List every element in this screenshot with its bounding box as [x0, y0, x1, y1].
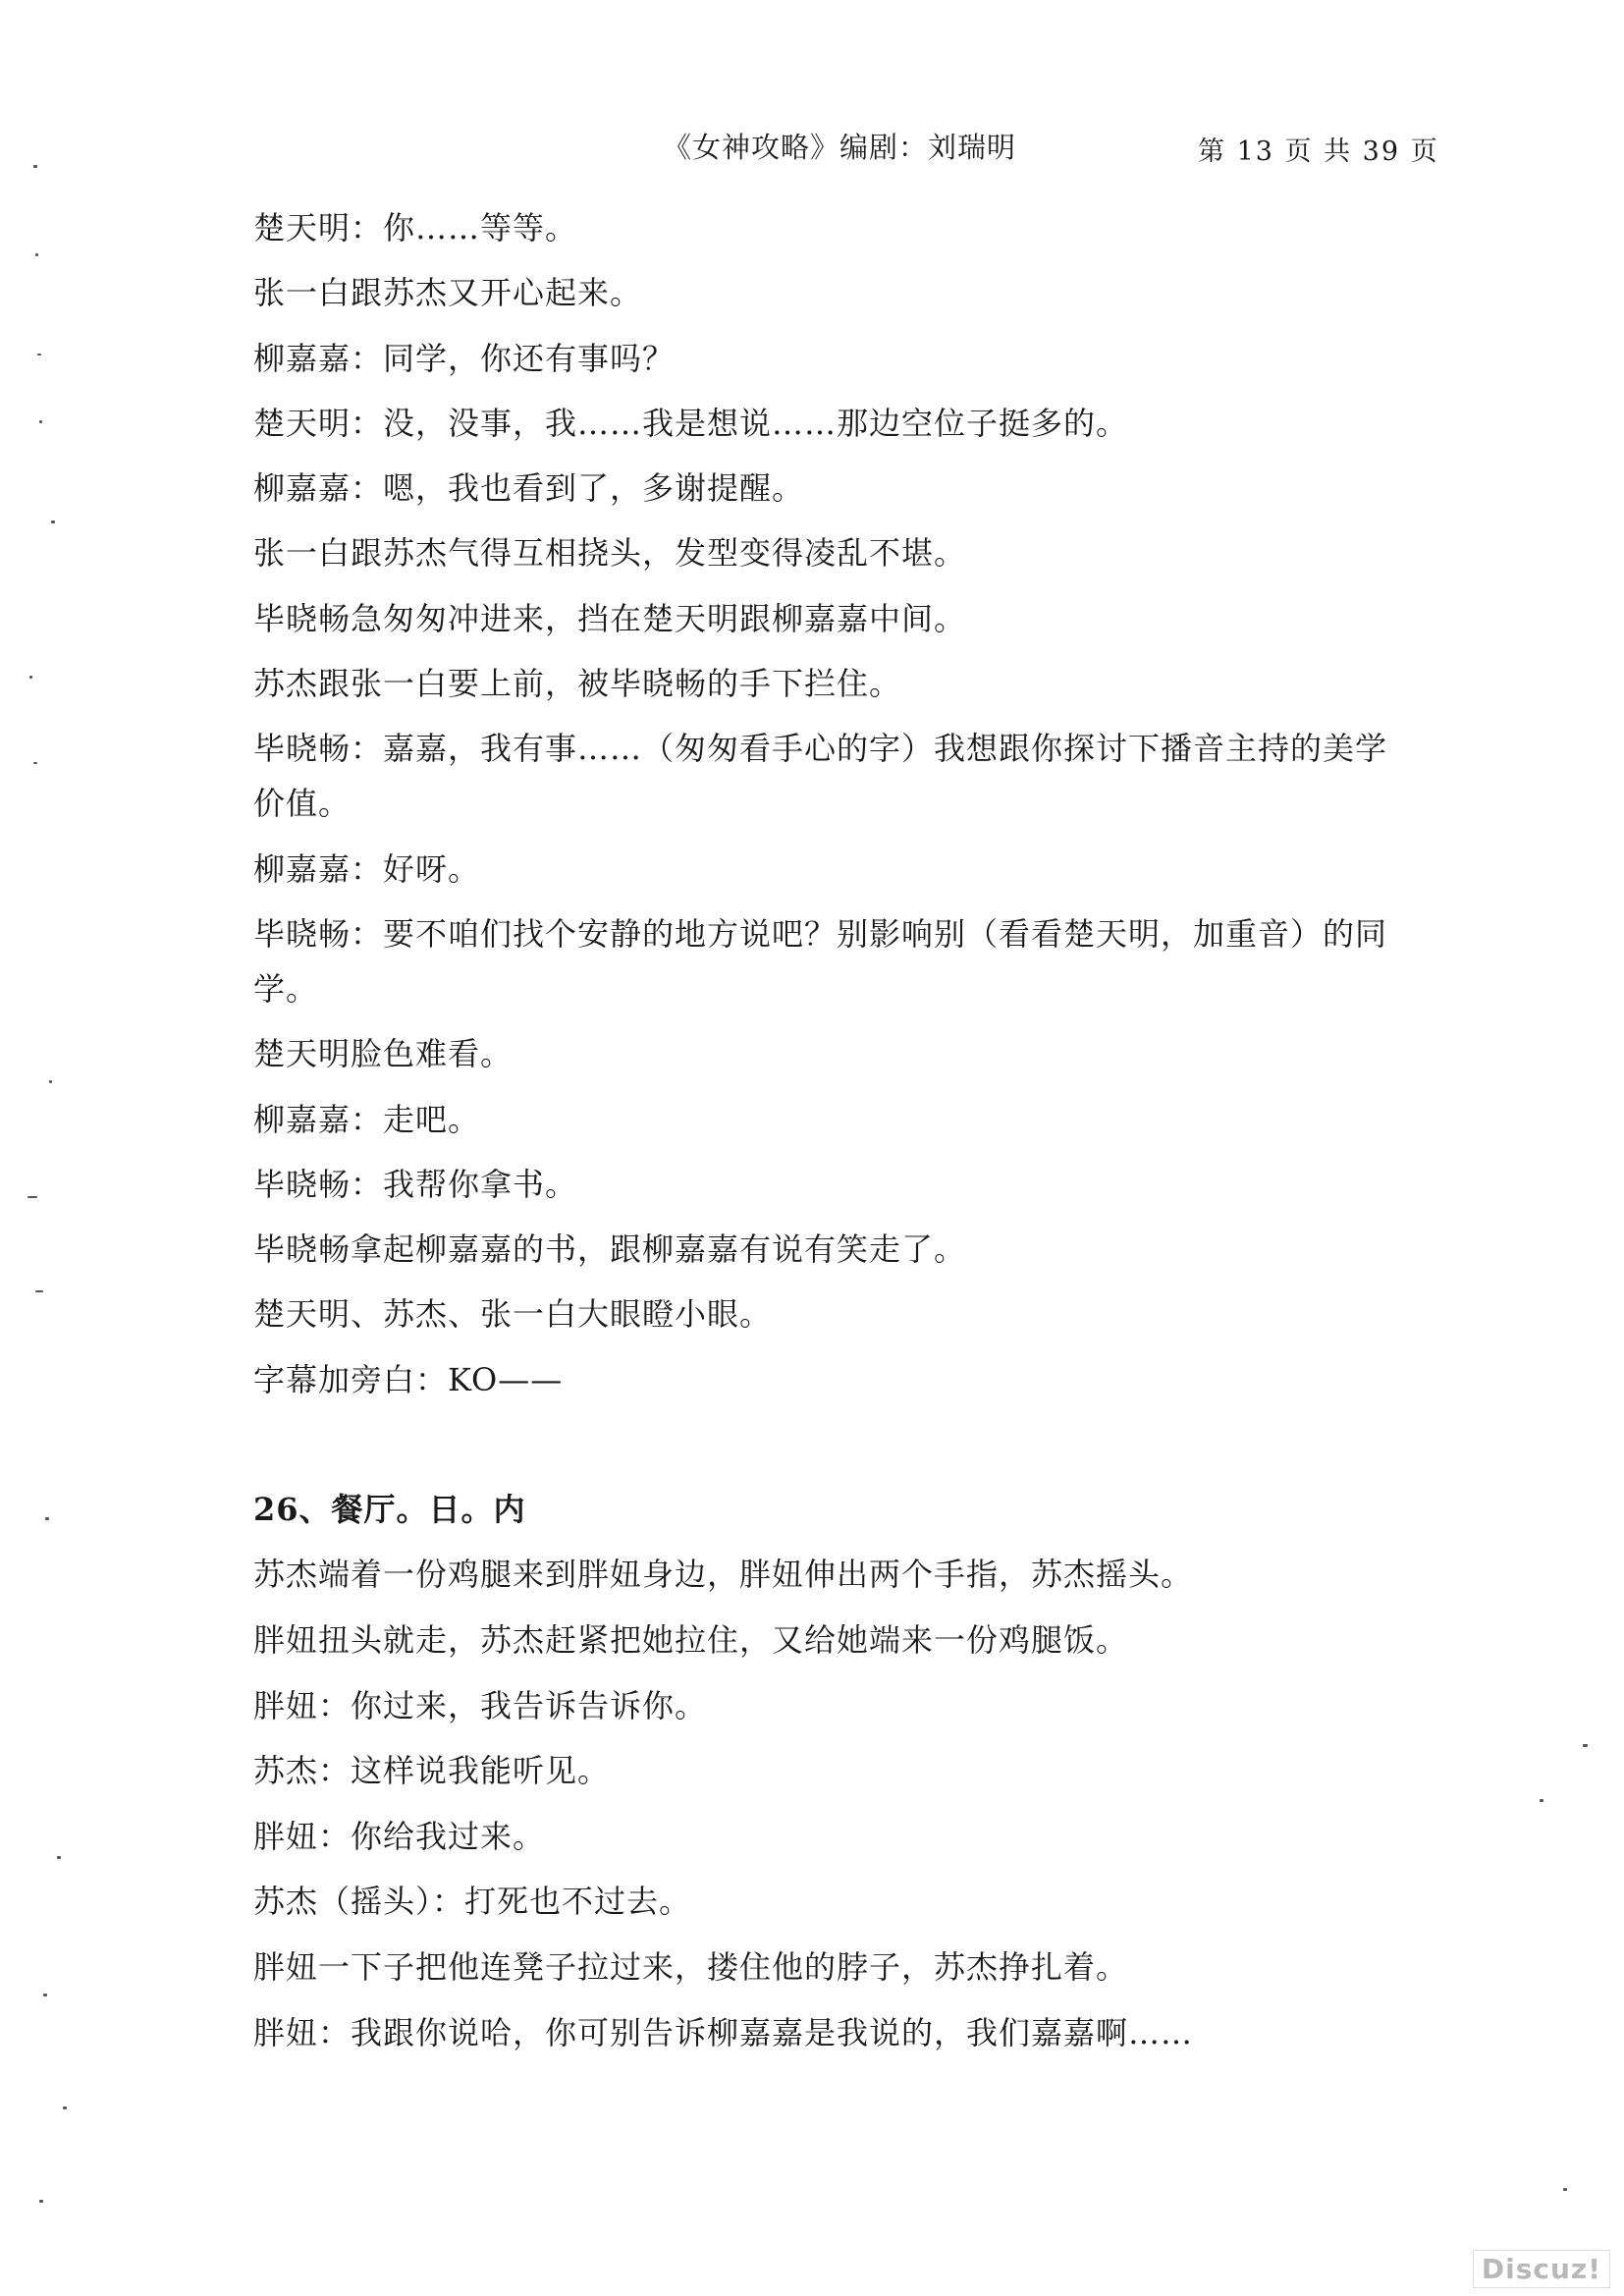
script-line: 毕晓畅拿起柳嘉嘉的书，跟柳嘉嘉有说有笑走了。 [253, 1230, 967, 1269]
page-header [0, 126, 1624, 165]
scene-block [253, 1488, 1432, 2054]
script-line: 楚天明：没，没事，我……我是想说……那边空位子挺多的。 [253, 404, 1129, 442]
scan-artifact [35, 253, 38, 256]
scan-artifact [33, 762, 37, 764]
scan-artifact [63, 2106, 67, 2109]
script-line: 楚天明脸色难看。 [253, 1035, 514, 1073]
scene-heading: 26、餐厅。日。内 [253, 1490, 526, 1528]
scene-line: 苏杰：这样说我能听见。 [253, 1752, 611, 1790]
scan-artifact [51, 520, 55, 523]
scan-artifact [29, 676, 32, 679]
script-line: 毕晓畅：嘉嘉，我有事……（匆匆看手心的字）我想跟你探讨下播音主持的美学 [253, 730, 1388, 768]
scan-artifact [27, 1196, 37, 1198]
document-title: 《女神攻略》编剧：刘瑞明 [663, 131, 1017, 164]
scan-artifact [43, 1994, 47, 1996]
watermark: Discuz! [1473, 2250, 1610, 2288]
scan-artifact [39, 2200, 43, 2203]
scan-artifact [39, 420, 42, 423]
script-body [253, 206, 1432, 2076]
script-line: 张一白跟苏杰气得互相挠头，发型变得凌乱不堪。 [253, 534, 967, 573]
scan-artifact [57, 1856, 61, 1859]
page-number: 第 13 页 共 39 页 [1198, 137, 1439, 167]
script-line: 张一白跟苏杰又开心起来。 [253, 274, 643, 312]
script-line: 柳嘉嘉：好呀。 [253, 849, 481, 888]
scan-artifact [1563, 2188, 1567, 2191]
script-line: 柳嘉嘉：嗯，我也看到了，多谢提醒。 [253, 469, 805, 508]
script-line-continuation: 学。 [253, 969, 319, 1008]
script-line: 楚天明：你……等等。 [253, 209, 578, 246]
scan-artifact [33, 165, 37, 168]
script-line: 楚天明、苏杰、张一白大眼瞪小眼。 [253, 1295, 773, 1334]
scan-artifact [1540, 1799, 1543, 1802]
script-line-continuation: 价值。 [253, 785, 352, 823]
scene-line: 胖妞：你给我过来。 [253, 1817, 546, 1855]
script-line: 字幕加旁白：KO—— [253, 1360, 564, 1398]
script-line: 毕晓畅：要不咱们找个安静的地方说吧？别影响别（看看楚天明，加重音）的同 [253, 914, 1388, 953]
scene-line: 苏杰（摇头）：打死也不过去。 [253, 1883, 692, 1921]
scene-line: 胖妞：你过来，我告诉告诉你。 [253, 1686, 708, 1724]
scan-artifact [49, 1080, 52, 1083]
script-line: 毕晓畅：我帮你拿书。 [253, 1165, 578, 1203]
scene-line: 胖妞：我跟你说哈，你可别告诉柳嘉嘉是我说的，我们嘉嘉啊…… [253, 2013, 1194, 2051]
script-line: 柳嘉嘉：走吧。 [253, 1100, 481, 1138]
scan-artifact [37, 354, 41, 355]
scene-line: 苏杰端着一份鸡腿来到胖妞身边，胖妞伸出两个手指，苏杰摇头。 [253, 1556, 1194, 1594]
script-line: 苏杰跟张一白要上前，被毕晓畅的手下拦住。 [253, 665, 902, 703]
scene-line: 胖妞一下子把他连凳子拉过来，搂住他的脖子，苏杰挣扎着。 [253, 1947, 1129, 1986]
script-line: 毕晓畅急匆匆冲进来，挡在楚天明跟柳嘉嘉中间。 [253, 599, 967, 637]
scan-artifact [1583, 1744, 1588, 1747]
scan-artifact [45, 1517, 49, 1520]
script-line: 柳嘉嘉：同学，你还有事吗？ [253, 339, 676, 377]
scan-artifact [35, 1290, 43, 1292]
scene-line: 胖妞扭头就走，苏杰赶紧把她拉住，又给她端来一份鸡腿饭。 [253, 1620, 1129, 1659]
